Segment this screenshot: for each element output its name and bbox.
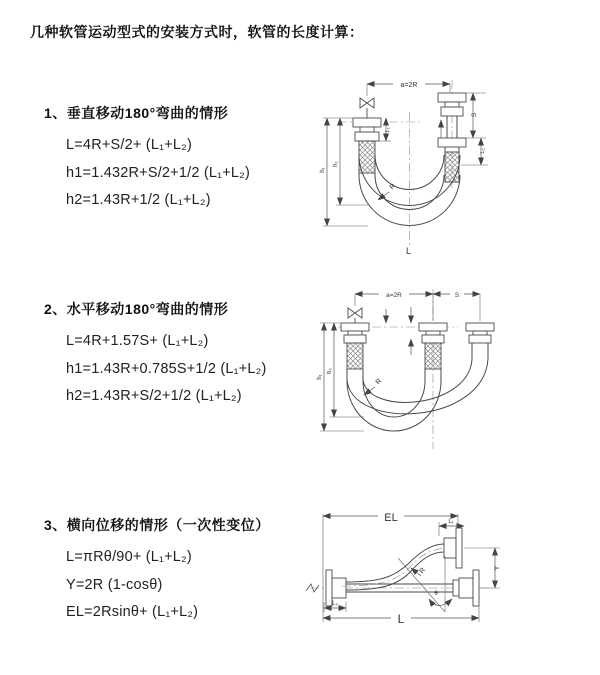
center-riser-fitting bbox=[419, 323, 447, 369]
braided-hose-section bbox=[425, 343, 441, 369]
section-2-heading: 2、水平移动180°弯曲的情形 bbox=[44, 301, 229, 317]
formula-h2: h2=1.43R+S/2+1/2 (L₁+L₂) bbox=[66, 388, 242, 404]
dim-label-el: EL bbox=[384, 512, 398, 524]
dim-label-r: R bbox=[388, 182, 398, 192]
formula-y: Y=2R (1-cosθ) bbox=[66, 576, 163, 593]
dim-l bbox=[323, 600, 479, 626]
section-horizontal-movement bbox=[44, 299, 267, 411]
dim-label-h2: h₂ bbox=[333, 161, 339, 167]
centerlines bbox=[338, 80, 452, 246]
dim-a2r bbox=[367, 78, 450, 96]
hose-displaced-position bbox=[342, 528, 462, 590]
section-vertical-movement bbox=[44, 103, 250, 215]
dim-label-a2r: a=2R bbox=[400, 82, 418, 89]
formula-h1: h1=1.432R+S/2+1/2 (L₁+L₂) bbox=[66, 164, 251, 181]
valve-icon bbox=[360, 98, 374, 118]
section-1-heading: 1、垂直移动180°弯曲的情形 bbox=[44, 105, 229, 121]
dim-label-y: Y bbox=[494, 565, 501, 571]
diagram-lateral-displacement bbox=[298, 500, 598, 660]
dim-label-h1: h₁ bbox=[317, 374, 323, 380]
diagram-horizontal-180-bend bbox=[308, 281, 598, 466]
formula-length: L=4R+1.57S+ (L₁+L₂) bbox=[66, 333, 209, 349]
dim-label-s: S bbox=[471, 112, 478, 118]
dim-s bbox=[433, 289, 480, 299]
dim-label-l: L bbox=[397, 612, 405, 626]
diagram-vertical-180-bend bbox=[310, 70, 590, 260]
dim-r bbox=[378, 183, 397, 200]
section-1-formulas bbox=[44, 132, 250, 215]
dim-label-r: R bbox=[418, 566, 428, 576]
hose-u-bends bbox=[347, 359, 488, 431]
fitting-dim-arrows bbox=[386, 307, 411, 355]
dim-label-r: R bbox=[374, 377, 384, 387]
formula-length: L=πRθ/90+ (L₁+L₂) bbox=[66, 549, 192, 565]
dim-label-l2: L₂ bbox=[332, 601, 338, 607]
dim-label-l: L bbox=[406, 246, 412, 256]
dim-label-l1: L₁ bbox=[448, 519, 454, 525]
dim-label-h2: h₂ bbox=[327, 368, 333, 374]
formula-h1: h1=1.43R+0.785S+1/2 (L₁+L₂) bbox=[66, 360, 267, 377]
section-2-formulas bbox=[44, 328, 267, 411]
left-riser-fitting bbox=[341, 323, 369, 369]
braided-hose-section bbox=[347, 343, 363, 369]
formula-el: EL=2Rsinθ+ (L₁+L₂) bbox=[66, 604, 199, 620]
page-title: 几种软管运动型式的安装方式时，软管的长度计算： bbox=[30, 24, 364, 40]
formula-length: L=4R+S/2+ (L₁+L₂) bbox=[66, 137, 192, 153]
dim-label-l1: L₁ bbox=[385, 127, 391, 133]
section-3-formulas bbox=[44, 544, 270, 627]
dim-r bbox=[364, 378, 383, 395]
dim-label-h1: h₁ bbox=[320, 167, 326, 173]
dim-label-s: S bbox=[454, 292, 460, 299]
valve-icon bbox=[348, 308, 362, 323]
pipe-break-icon bbox=[306, 584, 319, 592]
formula-h2: h2=1.43R+1/2 (L₁+L₂) bbox=[66, 192, 211, 208]
right-riser-fitting bbox=[466, 323, 494, 359]
braided-hose-section bbox=[359, 141, 375, 173]
dim-label-a2r: a=2R bbox=[386, 292, 402, 299]
section-lateral-displacement bbox=[44, 515, 270, 627]
dim-label-l2: L₂ bbox=[480, 148, 486, 154]
dim-label-theta: θ bbox=[434, 590, 438, 597]
dim-s bbox=[466, 93, 486, 138]
section-3-heading: 3、横向位移的情形（一次性变位） bbox=[44, 517, 270, 533]
braided-hose-section bbox=[445, 152, 459, 182]
